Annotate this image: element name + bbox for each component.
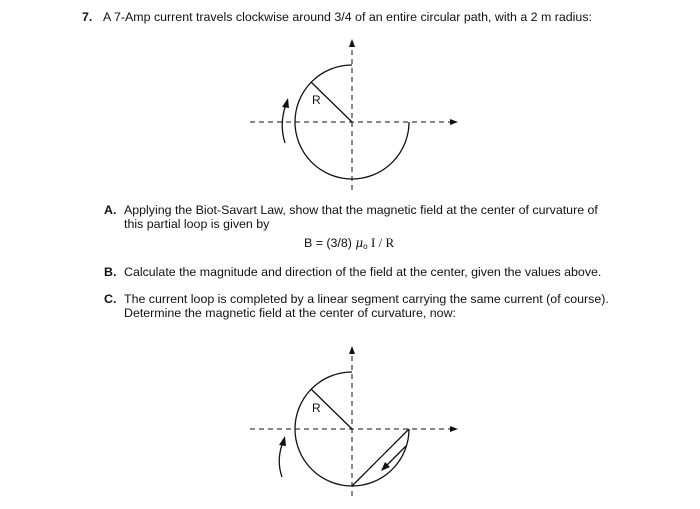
top-radius-label: R	[312, 93, 321, 107]
formula-mu: μ	[355, 236, 364, 250]
bottom-radius-label: R	[312, 401, 321, 415]
part-c-line2: Determine the magnetic field at the center of curvature, now:	[124, 306, 456, 320]
part-c-line1: The current loop is completed by a linear segment carrying the same current (of course).	[124, 292, 609, 306]
part-a-formula	[304, 235, 394, 251]
top-figure	[240, 30, 470, 205]
formula-lhs: B = (3/8)	[304, 236, 352, 250]
top-y-axis-arrow	[349, 39, 355, 47]
part-a-letter: A.	[104, 203, 117, 217]
bottom-circulation-arrow	[279, 442, 283, 477]
bottom-figure	[240, 340, 470, 505]
part-b-line1: Calculate the magnitude and direction of the field at the center, given the values above.	[124, 265, 602, 279]
problem-number: 7.	[82, 10, 93, 24]
bottom-linear-segment	[352, 429, 409, 486]
formula-mu-sub: o	[363, 242, 368, 251]
top-x-axis-arrow	[450, 119, 458, 125]
part-a-line1: Applying the Biot-Savart Law, show that the magnetic field at the center of curvature of	[124, 203, 598, 217]
formula-rest: I / R	[371, 235, 395, 250]
bottom-circulation-arrowhead	[279, 436, 286, 446]
part-c-letter: C.	[104, 292, 117, 306]
bottom-y-axis-arrow	[349, 346, 355, 354]
part-a-line2: this partial loop is given by	[124, 217, 270, 231]
bottom-x-axis-arrow	[450, 426, 458, 432]
top-circulation-arrow	[282, 104, 286, 143]
part-b-letter: B.	[104, 265, 117, 279]
problem-statement: A 7-Amp current travels clockwise around 3/4 of an entire circular path, with a 2 m radius:	[103, 10, 592, 24]
top-circulation-arrowhead	[282, 98, 289, 108]
